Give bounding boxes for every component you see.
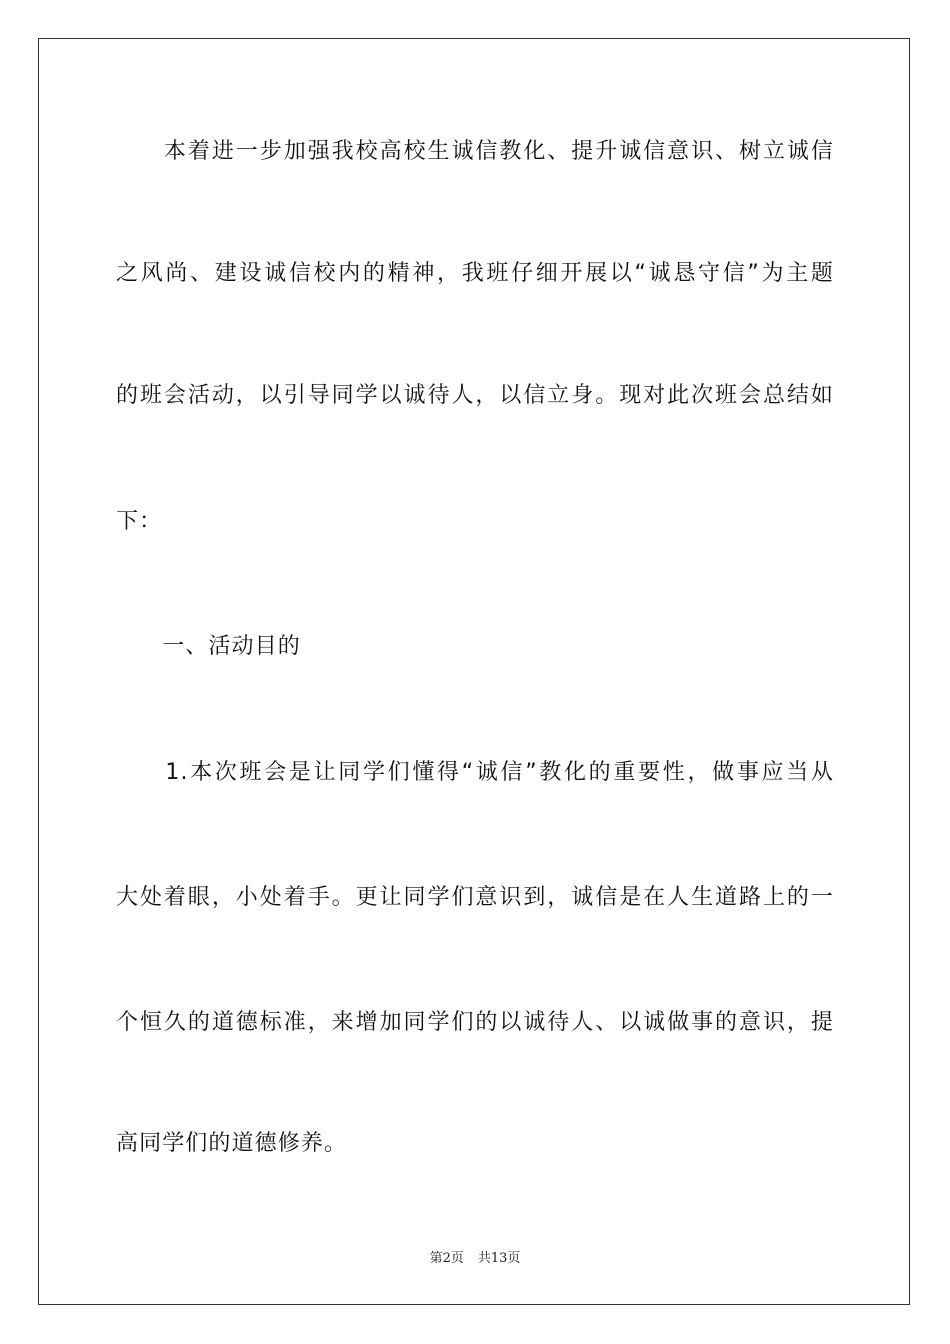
page-footer bbox=[0, 1247, 950, 1266]
paragraph-2-line-3: 个恒久的道德标准，来增加同学们的以诚待人、以诚做事的意识，提 bbox=[116, 1010, 834, 1035]
paragraph-1-line-2: 之风尚、建设诚信校内的精神，我班仔细开展以“诚恳守信”为主题 bbox=[116, 261, 834, 286]
page-total: 共13页 bbox=[477, 1251, 521, 1266]
page-number: 第2页 bbox=[429, 1251, 464, 1266]
paragraph-2-line-4: 高同学们的道德修养。 bbox=[116, 1131, 348, 1156]
paragraph-1-line-1: 本着进一步加强我校高校生诚信教化、提升诚信意识、树立诚信 bbox=[116, 139, 834, 164]
paragraph-2-line-2: 大处着眼，小处着手。更让同学们意识到，诚信是在人生道路上的一 bbox=[116, 885, 834, 910]
section-heading: 一、活动目的 bbox=[116, 634, 301, 659]
paragraph-1-line-4: 下： bbox=[116, 509, 163, 534]
page-border bbox=[38, 38, 910, 1305]
paragraph-2-line-1: 1.本次班会是让同学们懂得“诚信”教化的重要性，做事应当从 bbox=[116, 760, 834, 785]
paragraph-1-line-3: 的班会活动，以引导同学以诚待人，以信立身。现对此次班会总结如 bbox=[116, 383, 834, 408]
